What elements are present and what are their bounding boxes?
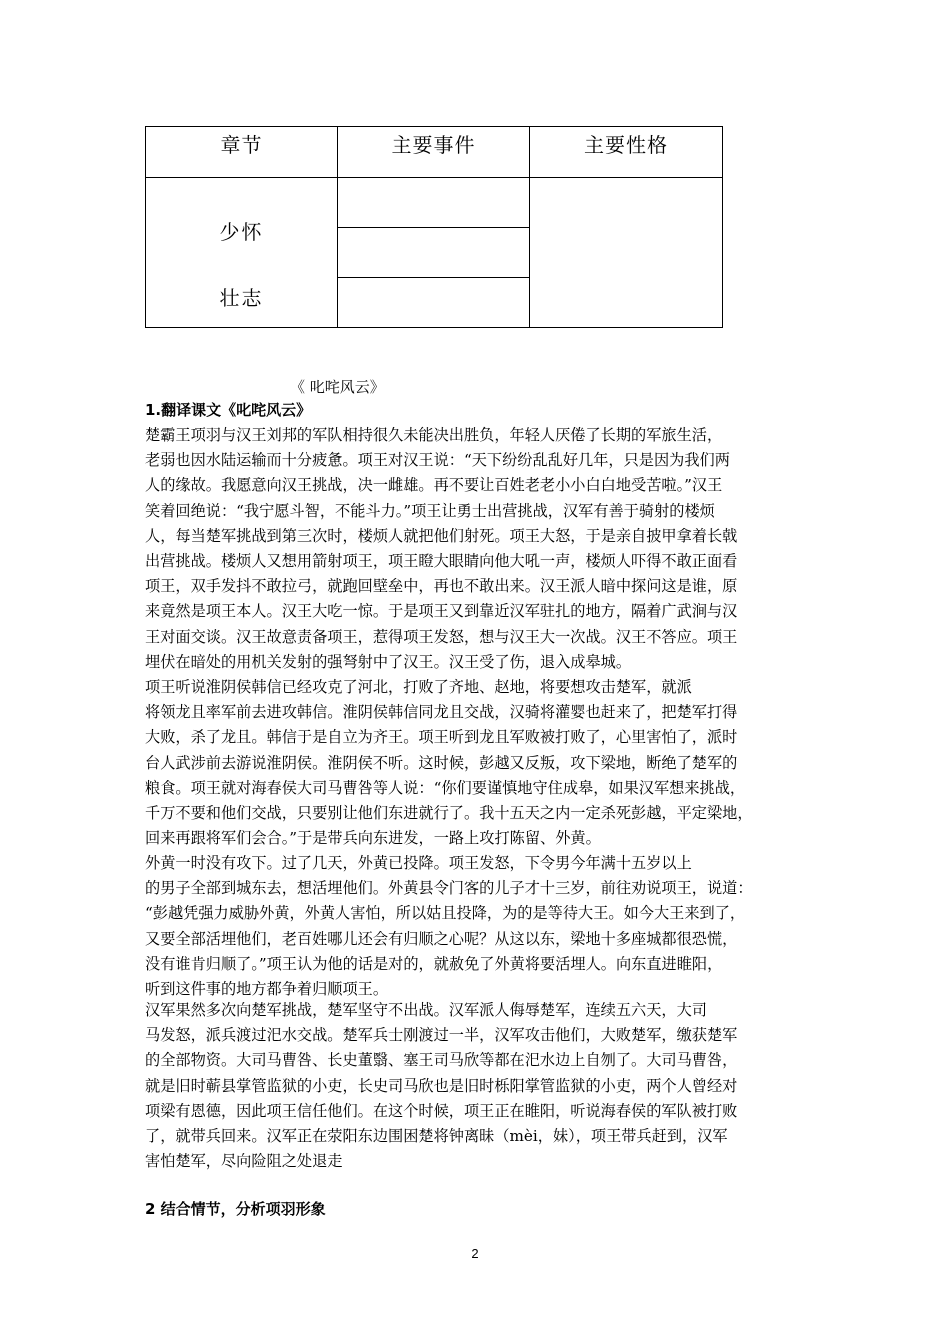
text-line: 的男子全部到城东去，想活埋他们。外黄县令门客的儿子才十三岁，前往劝说项王，说道：	[145, 879, 753, 898]
text-line: 大败，杀了龙且。韩信于是自立为齐王。项王听到龙且军败被打败了，心里害怕了，派时	[145, 728, 738, 747]
text-line: 项王，双手发抖不敢拉弓，就跑回壁垒中，再也不敢出来。汉王派人暗中探问这是谁，原	[145, 577, 738, 596]
text-line: 又要全部活埋他们，老百姓哪儿还会有归顺之心呢？从这以东，梁地十多座城都很恐慌，	[145, 929, 738, 948]
text-line: 人的缘故。我愿意向汉王挑战，决一雌雄。再不要让百姓老老小小白白地受苦啦。”汉王	[145, 476, 723, 495]
text-line: 人，每当楚军挑战到第三次时，楼烦人就把他们射死。项王大怒，于是亲自披甲拿着长戟	[145, 526, 738, 545]
section-title: 《 叱咤风云》	[290, 378, 385, 396]
text-line: 听到这件事的地方都争着归顺项王。	[145, 979, 388, 998]
text-line: 王对面交谈。汉王故意责备项王，惹得项王发怒，想与汉王大一次战。汉王不答应。项王	[145, 627, 738, 646]
paragraph-3	[145, 851, 807, 1002]
event-cell-3	[338, 278, 530, 328]
text-line: 马发怒，派兵渡过汜水交战。楚军兵士刚渡过一半，汉军攻击他们，大败楚军，缴获楚军	[145, 1026, 738, 1045]
heading-analysis: 2 结合情节，分析项羽形象	[145, 1200, 326, 1218]
text-line: 汉军果然多次向楚军挑战，楚军坚守不出战。汉军派人侮辱楚军，连续五六天，大司	[145, 1001, 707, 1019]
text-line: 害怕楚军，尽向险阻之处退走	[145, 1152, 343, 1171]
page-number: 2	[471, 1246, 479, 1261]
text-line: 没有谁肯归顺了。”项王认为他的话是对的，就赦免了外黄将要活埋人。向东直进睢阳，	[145, 954, 723, 973]
event-cell-1	[338, 178, 530, 228]
chapter-line-2: 壮志	[219, 286, 264, 310]
text-line: 笑着回绝说：“我宁愿斗智，不能斗力。”项王让勇士出营挑战，汉军有善于骑射的楼烦	[145, 501, 715, 520]
paragraph-4	[145, 998, 807, 1174]
header-traits	[530, 127, 723, 178]
text-line: 的全部物资。大司马曹咎、长史董翳、塞王司马欣等都在汜水边上自刎了。大司马曹咎，	[145, 1051, 738, 1070]
text-line: 台人武涉前去游说淮阴侯。淮阴侯不听。这时候，彭越又反叛，攻下梁地，断绝了楚军的	[145, 753, 738, 772]
text-line: 项王听说淮阴侯韩信已经攻克了河北，打败了齐地、赵地，将要想攻击楚军，就派	[145, 678, 692, 696]
heading-translate: 1.翻译课文《叱咤风云》	[145, 401, 312, 419]
trait-cell	[530, 178, 723, 328]
text-line: 项梁有恩德，因此项王信任他们。在这个时候，项王正在睢阳，听说海春侯的军队被打败	[145, 1101, 738, 1120]
text-line: 楚霸王项羽与汉王刘邦的军队相持很久未能决出胜负，年轻人厌倦了长期的军旅生活，	[145, 426, 723, 444]
text-line: 老弱也因水陆运输而十分疲惫。项王对汉王说：“天下纷纷乱乱好几年，只是因为我们两	[145, 451, 730, 470]
text-line: 千万不要和他们交战，只要别让他们东进就行了。我十五天之内一定杀死彭越，平定梁地，	[145, 803, 753, 822]
text-line: 回来再跟将军们会合。”于是带兵向东进发，一路上攻打陈留、外黄。	[145, 829, 601, 848]
chapter-cell	[146, 178, 338, 328]
text-line: 出营挑战。楼烦人又想用箭射项王，项王瞪大眼睛向他大吼一声，楼烦人吓得不敢正面看	[145, 551, 738, 570]
paragraph-2	[145, 675, 807, 851]
text-line: 将领龙且率军前去进攻韩信。淮阴侯韩信同龙且交战，汉骑将灌婴也赶来了，把楚军打得	[145, 703, 738, 722]
header-chapter-label: 章节	[220, 133, 263, 157]
event-cell-2	[338, 228, 530, 278]
text-line: 埋伏在暗处的用机关发射的强弩射中了汉王。汉王受了伤，退入成皋城。	[145, 652, 631, 671]
header-events-label: 主要事件	[391, 133, 476, 157]
text-line: 就是旧时蕲县掌管监狱的小吏，长史司马欣也是旧时栎阳掌管监狱的小吏，两个人曾经对	[145, 1076, 738, 1095]
text-line: 外黄一时没有攻下。过了几天，外黄已投降。项王发怒，下令男今年满十五岁以上	[145, 854, 692, 872]
text-line: “彭越凭强力威胁外黄，外黄人害怕，所以姑且投降，为的是等待大王。如今大王来到了，	[145, 904, 746, 923]
paragraph-1	[145, 423, 807, 675]
header-chapter	[146, 127, 338, 178]
text-line: 来竟然是项王本人。汉王大吃一惊。于是项王又到靠近汉军驻扎的地方，隔着广武涧与汉	[145, 602, 738, 621]
chapter-summary-table	[145, 126, 723, 328]
header-events	[338, 127, 530, 178]
header-traits-label: 主要性格	[584, 133, 668, 157]
text-line: 了，就带兵回来。汉军正在荥阳东边围困楚将钟离昧（mèi，妹），项王带兵赶到，汉军	[145, 1126, 728, 1145]
text-line: 粮食。项王就对海春侯大司马曹咎等人说：“你们要谨慎地守住成皋，如果汉军想来挑战，	[145, 778, 746, 797]
chapter-line-1: 少怀	[219, 220, 264, 244]
